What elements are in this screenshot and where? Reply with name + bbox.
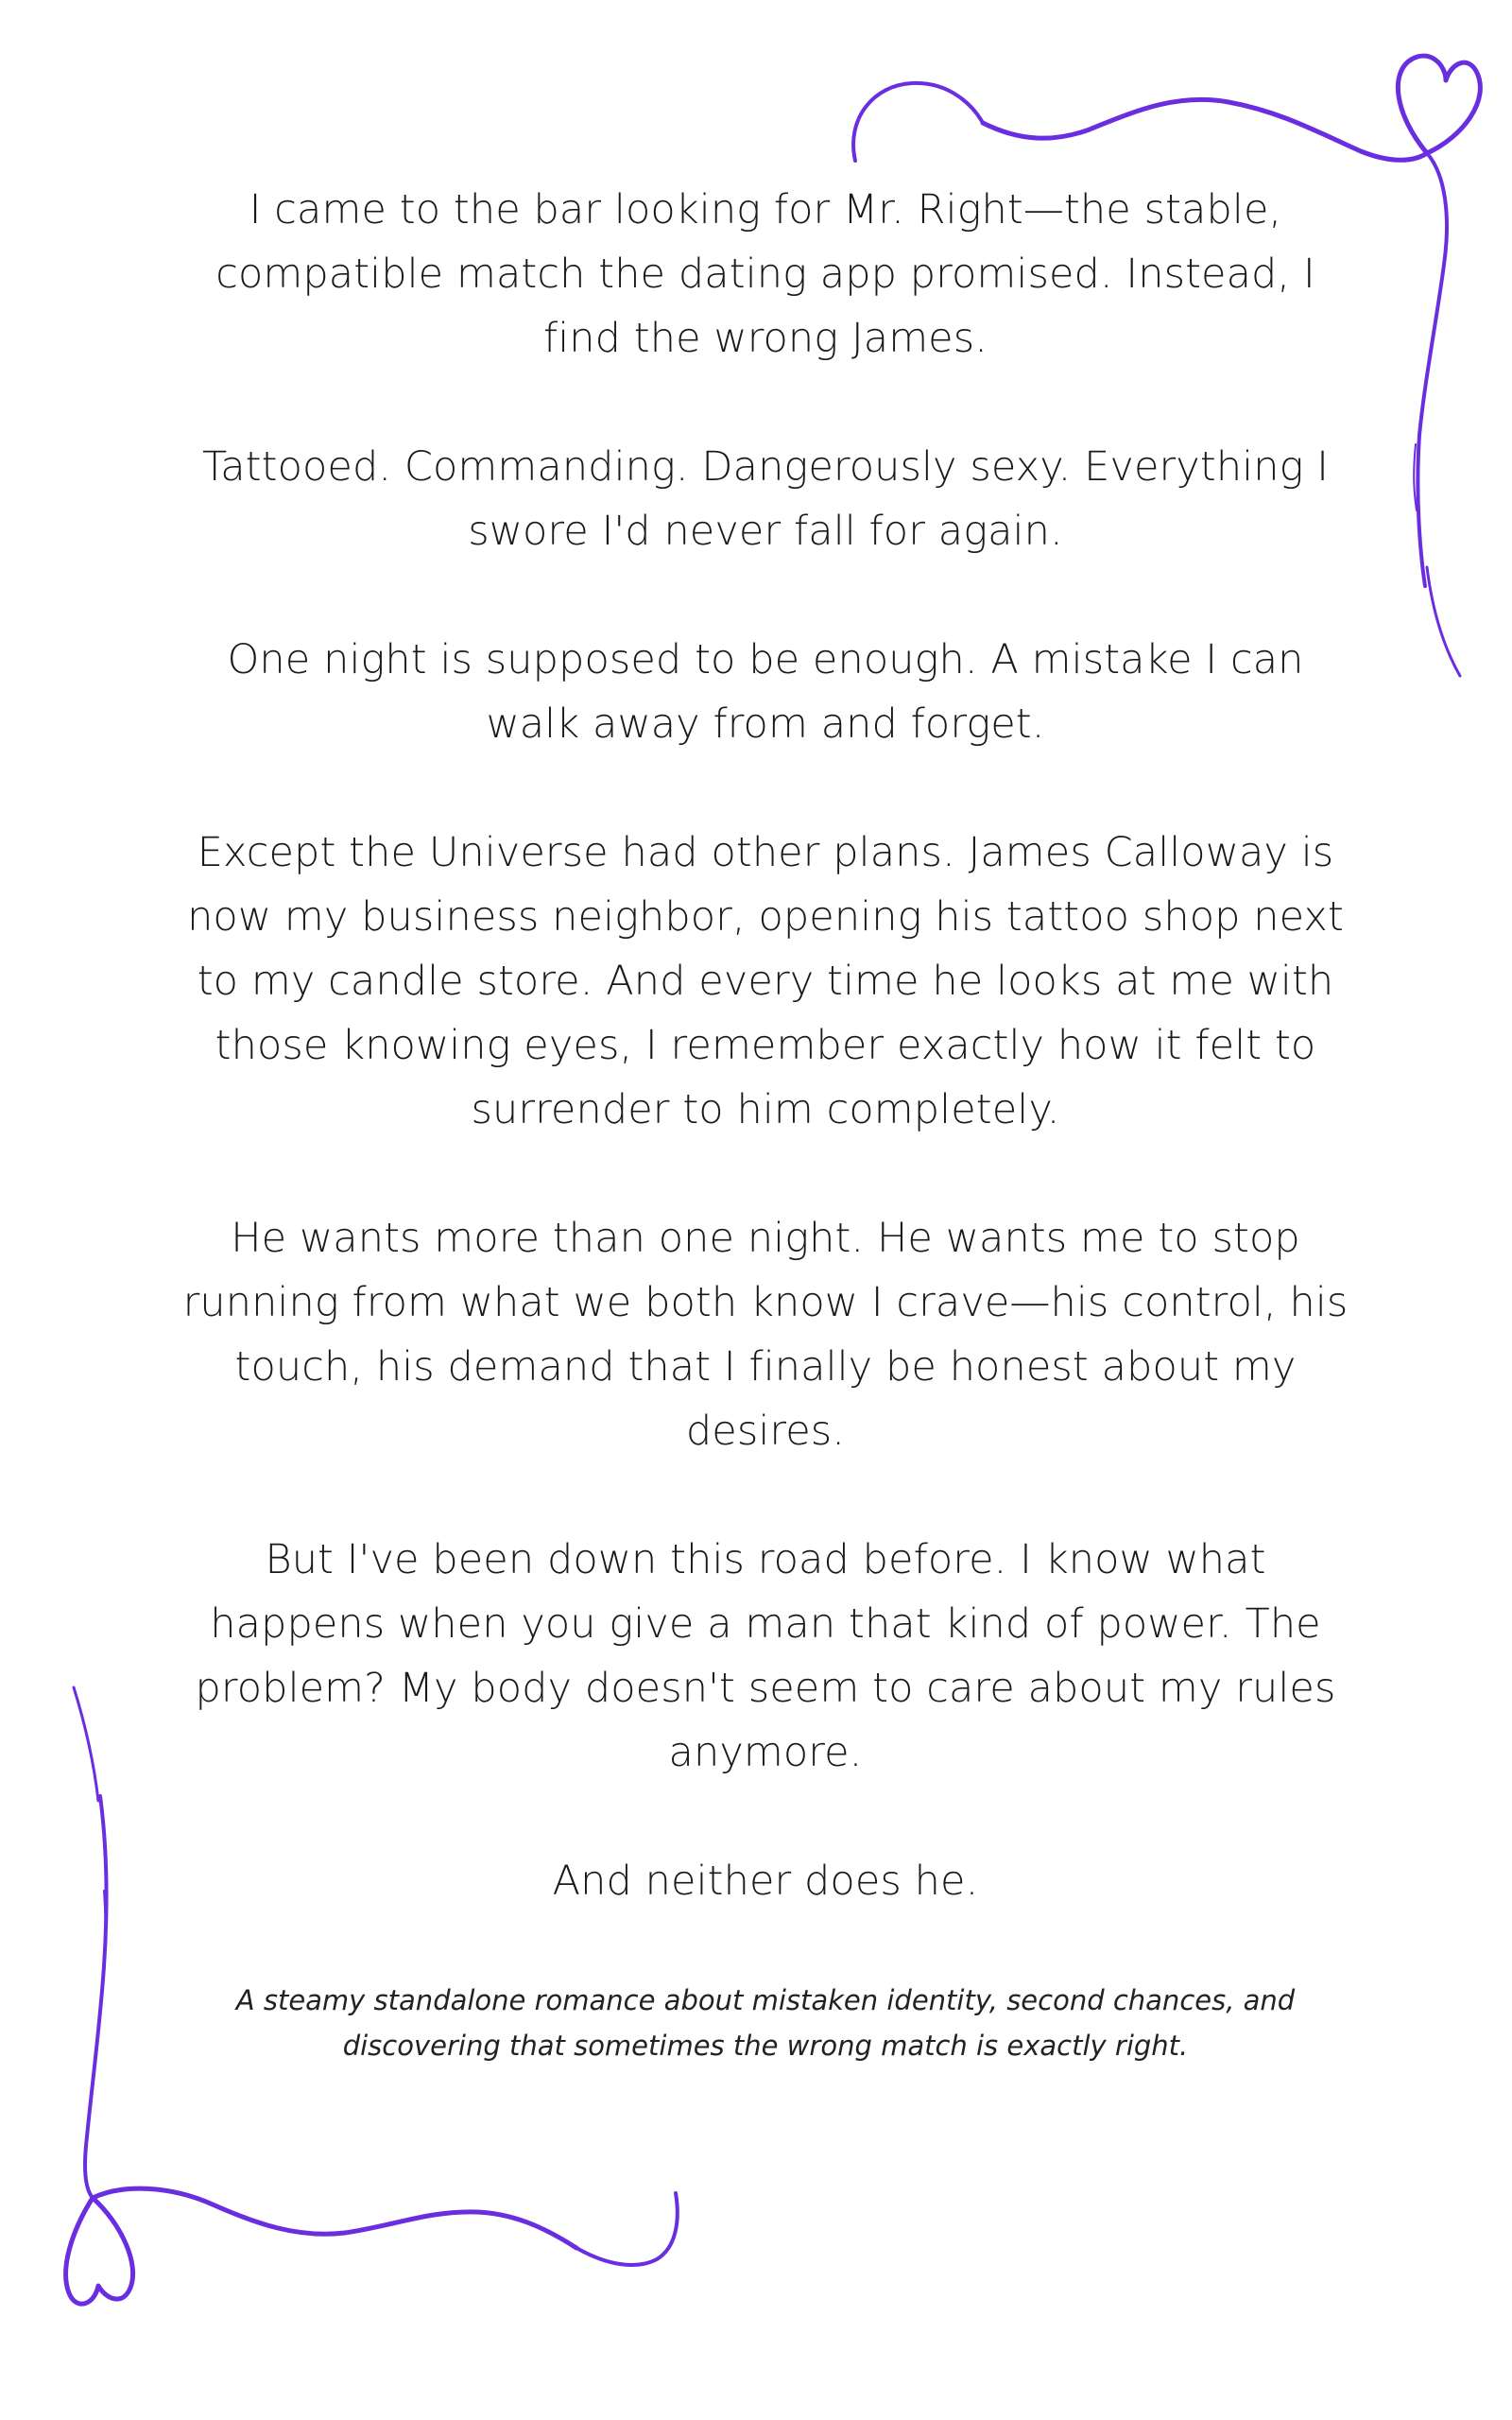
blurb-paragraph-1: I came to the bar looking for Mr. Right—the stable, compatible match the dating app promised. Instead, I find the wrong James. <box>215 186 1315 362</box>
blurb-paragraph-7: And neither does he. <box>552 1858 979 1905</box>
tagline: A steamy standalone romance about mistaken identity, second chances, and discovering that sometimes the wrong match is exactly right. <box>235 1984 1296 2062</box>
blurb-paragraph-6: But I've been down this road before. I know what happens when you give a man that kind of power. The problem? My body doesn't seem to care about my rules anymore. <box>195 1536 1336 1776</box>
blurb-paragraph-3: One night is supposed to be enough. A mistake I can walk away from and forget. <box>227 636 1304 748</box>
blurb-paragraph-4: Except the Universe had other plans. James Calloway is now my business neighbor, opening his tattoo shop next to my candle store. And every time he looks at me with those knowing eyes, I remember exactly how it felt to surrender to him completely. <box>187 829 1344 1133</box>
blurb-paragraph-5: He wants more than one night. He wants me to stop running from what we both know I crave—his control, his touch, his demand that I finally be honest about my desires. <box>182 1215 1349 1455</box>
blurb-paragraph-2: Tattooed. Commanding. Dangerously sexy. Everything I swore I'd never fall for again. <box>201 443 1330 555</box>
book-blurb <box>175 178 1356 2068</box>
